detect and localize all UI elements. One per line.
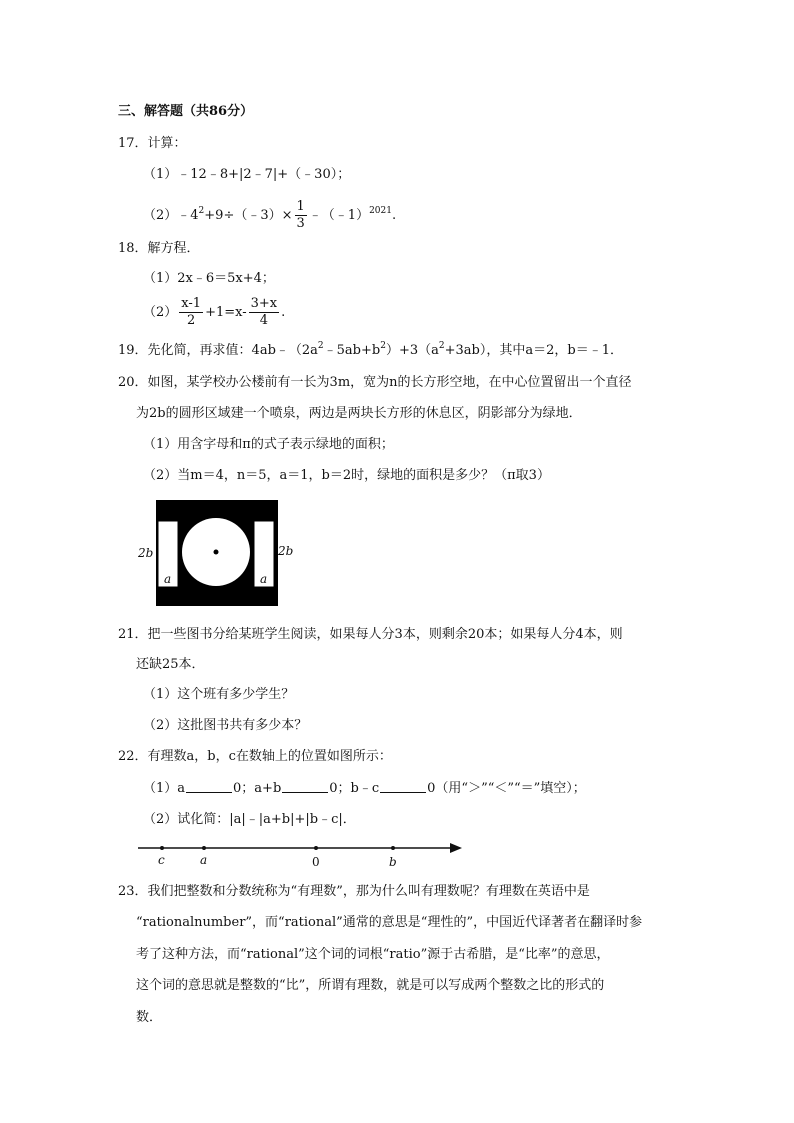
q23-line5: 数． xyxy=(136,1010,163,1025)
q20-part2: （2）当m＝4，n＝5，a＝1，b＝2时，绿地的面积是多少？（π取3） xyxy=(143,468,550,483)
blank-3 xyxy=(380,780,426,793)
axis-label-c: c xyxy=(158,853,165,867)
label-a-left: a xyxy=(164,572,172,586)
q21-line2: 还缺25本． xyxy=(136,657,205,672)
number-line xyxy=(136,836,468,870)
q17-title: 17．计算： xyxy=(118,136,187,151)
point-b xyxy=(391,846,395,850)
q23-line4: 这个词的意思就是整数的“比”，所谓有理数，就是可以写成两个整数之比的形式的 xyxy=(136,978,605,993)
q18-title: 18．解方程． xyxy=(118,241,200,256)
axis-arrow xyxy=(450,843,462,853)
q19-text: 19．先化简，再求值：$4ab﹣(2a^2﹣5ab+b^2)+3(a^2+3ab)$，其中a＝2，b＝﹣1． xyxy=(118,341,623,358)
q20-figure xyxy=(130,495,294,611)
q21-part2: （2）这批图书共有多少本？ xyxy=(143,718,308,733)
axis-label-a: a xyxy=(200,853,208,867)
q17-fraction: $\frac{1}{3}$ xyxy=(296,199,305,231)
axis-label-b: b xyxy=(389,855,397,869)
q20-part1: （1）用含字母和π的式子表示绿地的面积； xyxy=(143,437,394,452)
blank-2 xyxy=(282,780,328,793)
q21-part1: （1）这个班有多少学生？ xyxy=(143,687,295,702)
label-2b-right: 2b xyxy=(278,544,294,558)
circle-center-dot xyxy=(214,550,219,555)
label-2b-left: 2b xyxy=(138,546,154,560)
q18-fraction-2: $\frac{3+x}{4}$ xyxy=(250,296,278,328)
point-c xyxy=(160,846,164,850)
label-a-right: a xyxy=(260,572,268,586)
q21-line1: 21．把一些图书分给某班学生阅读，如果每人分3本，则剩余20本；如果每人分4本，则 xyxy=(118,627,623,642)
blank-1 xyxy=(186,780,232,793)
q22-part2: （2）试化简：|a|﹣|a+b|+|b﹣c|． xyxy=(143,812,356,827)
q20-line1: 20．如图，某学校办公楼前有一长为3m，宽为n的长方形空地，在中心位置留出一个直径 xyxy=(118,375,632,390)
q18-fraction-1: $\frac{x-1}{2}$ xyxy=(181,296,202,328)
section-title: 三、解答题（共86分） xyxy=(118,104,254,119)
q23-line3: 考了这种方法，而“rational”这个词的词根“ratio”源于古希腊，是“比率”的意思， xyxy=(136,947,610,962)
q23-line1: 23．我们把整数和分数统称为“有理数”，那为什么叫有理数呢？有理数在英语中是 xyxy=(118,884,590,899)
q22-title: 22．有理数a，b，c在数轴上的位置如图所示： xyxy=(118,749,392,764)
point-a xyxy=(202,846,206,850)
q18-part1: （1）2x﹣6＝5x+4； xyxy=(143,271,275,286)
axis-label-0: 0 xyxy=(312,855,320,869)
point-0 xyxy=(314,846,318,850)
q22-part1: （1）a 0；a+b 0；b﹣c 0（用“＞”“＜”“＝”填空）； xyxy=(143,781,586,796)
q17-part1: （1）﹣12﹣8+|2﹣7|+（﹣30）； xyxy=(143,167,351,182)
q23-line2: “rationalnumber”，而“rational”通常的意思是“理性的”，中国近代译著者在翻译时参 xyxy=(136,915,643,930)
q20-line2: 为2b的圆形区域建一个喷泉，两边是两块长方形的休息区，阴影部分为绿地． xyxy=(136,406,582,421)
q18-part2: （2） $\frac{x-1}{2}$ +1=x- $\frac{3+x}{4}$ . xyxy=(143,296,286,328)
q17-part2: $(2)﹣4^2+9\div(﹣3)\times$ $\frac{1}{3}$ ﹣（﹣1）$^{2021}$. xyxy=(143,199,397,231)
